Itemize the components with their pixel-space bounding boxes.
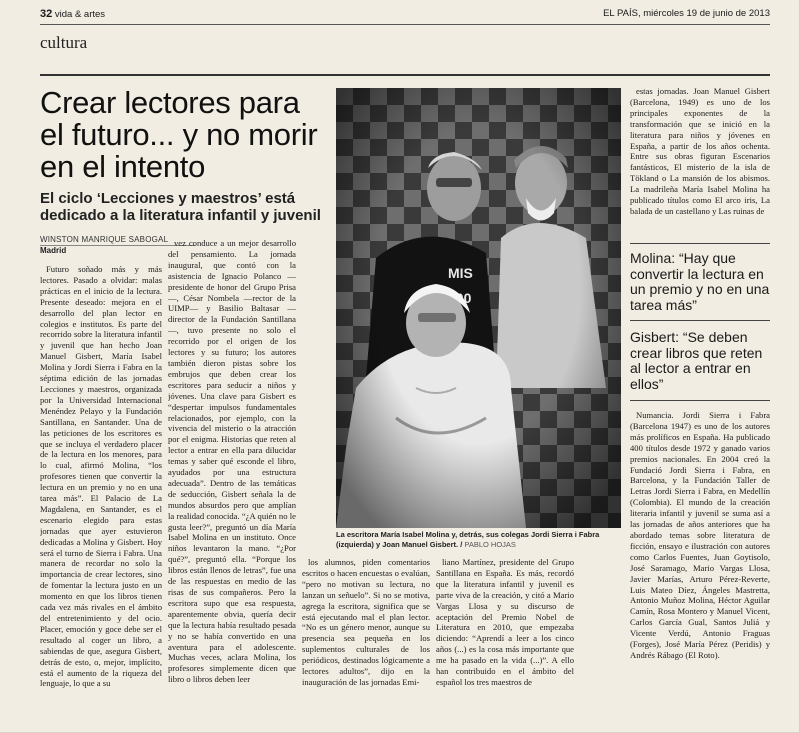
article-column-2 xyxy=(168,238,296,704)
column-text: Futuro soñado más y más lectores. Pasado a olvidar: malas prácticas en el inicio de la lectura. Presente deseado: mejora en el desarrollo del plan lector en colegios e institutos. Es parte del recorrido sobre la literatura infantil y juvenil que han hecho Joan Manuel Gisbert, María Isabel Molina y Jordi Sierra i Fabra en la séptima edición de las jornadas Lecciones y maestros, organizada por la Universidad Internacional Menéndez Pelayo y la Fundación Santillana, en Santander. Una de las peticiones de los escritores es que se incluya el verdadero placer de la lectura en los menores, para lo cual, afirmó Molina, “los profesores tienen que convertir la lectura en un premio y no en una tarea más”. El Palacio de La Magdalena, en Santander, es el escenario elegido para estas jornadas que ayer estuvieron dedicadas a Molina y Gisbert. Hoy será el turno de Sierra i Fabra. Una manera de recordar no solo la importancia de crear lectores, sino de fomentar la lectura justo en un momento en que los libros tienen cada vez más rivales en el ámbito del entretenimiento y del ocio. Placer, emoción y goce debe ser el resultado al coger un libro, a sabiendas de que, asegura Gisbert, detrás de esto, o, mejor, implícito, está el aumento de la riqueza del lenguaje, lo que a su xyxy=(40,264,162,689)
section-rule xyxy=(40,74,770,76)
photo-vignette xyxy=(336,88,621,528)
article-column-6 xyxy=(630,410,770,704)
headline: Crear lectores para el futuro... y no morir en el intento xyxy=(40,85,318,184)
photo-credit: PABLO HOJAS xyxy=(464,539,516,549)
running-head xyxy=(40,8,770,24)
photo-illustration xyxy=(336,88,621,528)
article-column-5 xyxy=(630,86,770,232)
article-column-4 xyxy=(436,557,574,704)
pullquote-rule xyxy=(630,400,770,401)
page-number: 32 xyxy=(40,8,53,20)
column-text: Numancia. Jordi Sierra i Fabra (Barcelona 1947) es uno de los autores más prolíficos en España. Ha publicado 400 títulos desde 1972 y ganado varios premios nacionales. En 2004 creó la Fundació Jordi Sierra i Fabra, en Barcelona, y la Fundación Taller de Letras Jordi Sierra i Fabra, en Medellín (Colombia). El mundo de la creación literaria infantil y juvenil se suma así a las jornadas de años anteriores que ha abordado temas sobre literatura de ficción, ensayo e ilustración con autores como Carlos Fuentes, Juan Goytisolo, José Saramago, Mario Vargas Llosa, Javier Marías, Arturo Pérez-Reverte, Luis Mateo Díez, Ángeles Mastretta, Antonio Muñoz Molina, Héctor Aguilar Camín, Rosa Montero y Manuel Vicent, Carlos García Gual, Santos Juliá y Vicente Verdú, Antonio Fraguas (Forges), José María Pérez (Peridis) y Andrés Rábago (El Roto). xyxy=(630,410,770,660)
column-text: los alumnos, piden comentarios escritos o hacen encuestas o evalúan, “pero no motivan su lectura, no lanzan un señuelo”. Si no se motiva, agrega la escritora, significa que se está ejecutando mal el plan lector. “No es un género menor, aunque su presencia sea pequeña en los suplementos culturales de los periódicos, destinados lógicamente a lectores adultos”, dijo en la inauguración de las jornadas Emi- xyxy=(302,557,430,687)
byline: WINSTON MANRIQUE SABOGAL xyxy=(40,235,195,246)
dateline-location: Madrid xyxy=(40,246,67,255)
pullquote-rule xyxy=(630,320,770,321)
article-photo xyxy=(336,88,621,528)
newspaper-name: EL PAÍS, xyxy=(603,8,641,19)
subhead: El ciclo ‘Lecciones y maestros’ está dedicado a la literatura infantil y juvenil xyxy=(40,190,321,224)
section-label: vida & artes xyxy=(54,9,106,20)
article-column-1 xyxy=(40,264,162,704)
header-rule xyxy=(40,24,770,25)
paper-date xyxy=(603,8,770,19)
column-text: vez conduce a un mejor desarrollo del pensamiento. La jornada inaugural, que contó con la asistencia de Ignacio Polanco —presidente de honor del Grupo Prisa—, César Nombela —rector de la UIMP— y Basilio Baltasar —director de la Fundación Santillana—, tuvo presente no solo el recorrido por el origen de los lectores y su futuro; los autores también dieron pistas sobre los embrujos que deben crear los escritores para seducir a niños y jóvenes. Una clave para Gisbert es “despertar impulsos fundamentales relacionados, por ejemplo, con la vivencia del misterio o la atracción por el enigma. Historias que reten al lector a entrar en ella para dilucidar temas y saber qué esconde el libro, ayudados por una estructura adecuada”. Dentro de las temáticas de seducción, Gisbert señala la de mundos absurdos pero que amplían la realidad conocida. “¿A quién no le gusta leer?”, preguntó un día María Isabel Molina en un instituto. Once niños levantaron la mano. “¿Por qué?”, preguntó ella. “Porque los libros están llenos de letras”, fue una de las respuestas en medio de las risas de sus compañeros. Pero la escritora supo que esa respuesta, aparentemente obvia, quería decir que la lectura había resultado pesada y no se había convertido en una aventura para el adolescente. Muchas veces, aclara Molina, los profesores simplemente dicen que libro o libros deben leer xyxy=(168,238,296,685)
column-text: estas jornadas. Joan Manuel Gisbert (Barcelona, 1949) es uno de los principales exponentes de la transformación que se inició en la literatura para niños y jóvenes en España, a partir de los años ochenta. Entre sus obras figuran Escenarios fantásticos, El misterio de la isla de Tökland o La mansión de los abismos. La madrileña María Isabel Molina ha publicado títulos como El arco iris, La balada de un castellano y Las ruinas de xyxy=(630,86,770,216)
caption-text: La escritora María Isabel Molina y, detrás, sus colegas Jordi Sierra i Fabra (izquierda) y Joan Manuel Gisbert. / xyxy=(336,530,600,549)
pullquote-molina: Molina: “Hay que convertir la lectura en un premio y no en una tarea más” xyxy=(630,250,770,313)
pullquote-rule xyxy=(630,243,770,244)
section-title: cultura xyxy=(40,33,88,52)
photo-caption xyxy=(336,530,621,549)
article-column-3 xyxy=(302,557,430,704)
page-folio xyxy=(40,8,105,20)
issue-date: miércoles 19 de junio de 2013 xyxy=(643,8,770,19)
pullquote-gisbert: Gisbert: “Se deben crear libros que reten al lector a entrar en ellos” xyxy=(630,329,763,392)
column-text: liano Martínez, presidente del Grupo Santillana en España. Es más, recordó que la literatura infantil y juvenil es parte viva de la creación, y citó a Mario Vargas Llosa y su discurso de aceptación del Premio Nobel de Literatura en 2010, que empezaba diciendo: “Aprendí a leer a los cinco años (...) es la cosa más importante que me ha pasado en la vida (...)”. A ello han contribuido en el ámbito del español los tres maestros de xyxy=(436,557,574,687)
